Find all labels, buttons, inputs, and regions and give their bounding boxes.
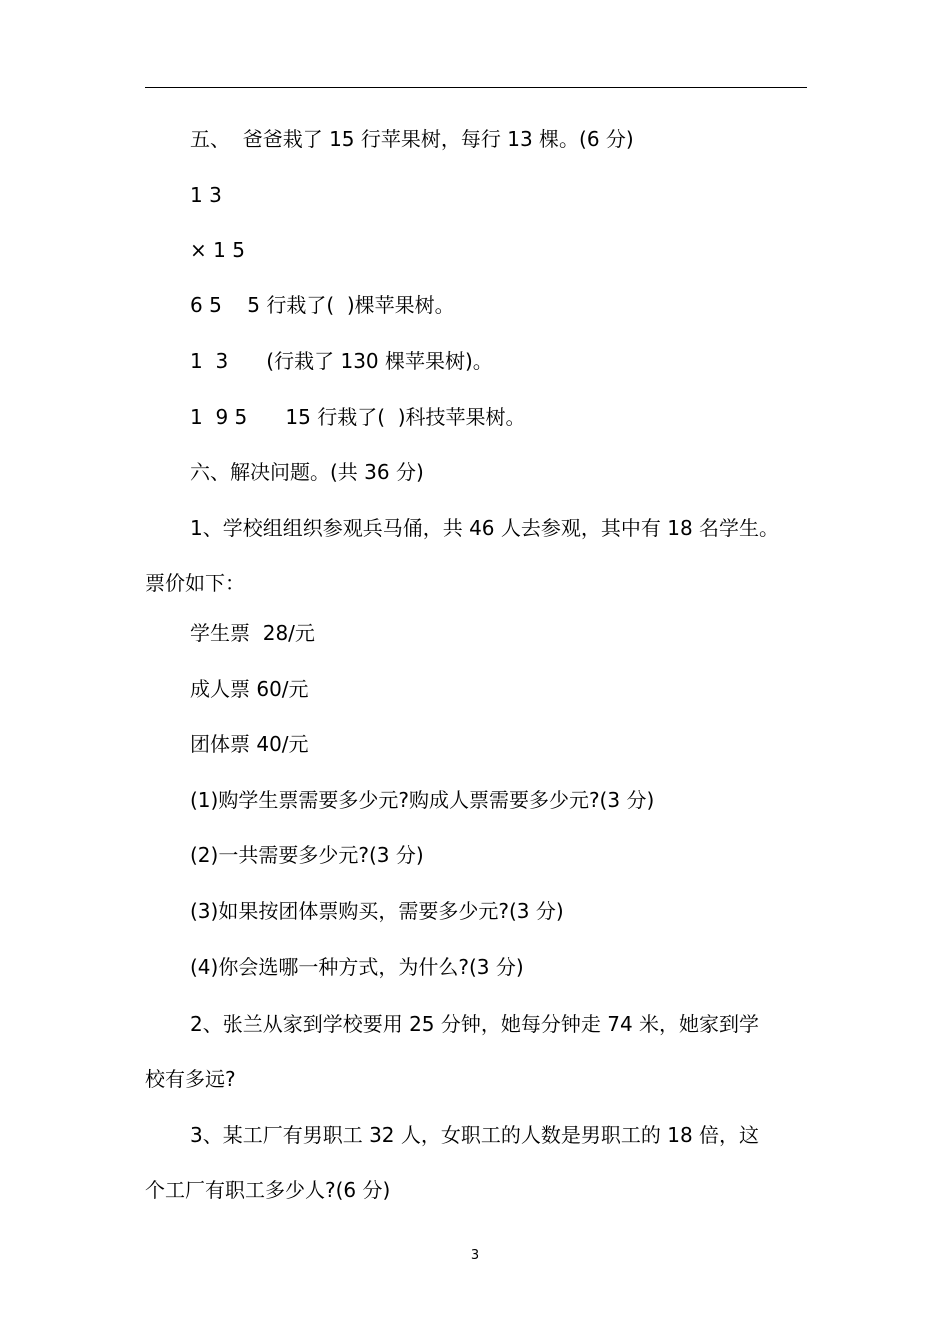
problem-2-text: 2、张兰从家到学校要用 25 分钟，她每分钟走 74 米，她家到学 [190,1012,760,1036]
problem-2-text-cont: 校有多远? [145,1067,236,1091]
page-number: 3 [470,1248,480,1263]
question-1-1: (1)购学生票需要多少元?购成人票需要多少元?(3 分) [190,788,655,812]
problem-1-text-cont: 票价如下： [145,571,245,595]
section-six-title: 六、解决问题。(共 36 分) [190,460,424,484]
problem-3-text-cont: 个工厂有职工多少人?(6 分) [145,1178,391,1202]
calc-line-1: 1 3 [190,183,222,207]
question-1-2: (2)一共需要多少元?(3 分) [190,843,424,867]
section-five-title: 五、 爸爸栽了 15 行苹果树，每行 13 棵。(6 分) [190,127,634,151]
calc-line-3: 6 5 5 行栽了( )棵苹果树。 [190,293,455,317]
question-1-4: (4)你会选哪一种方式，为什么?(3 分) [190,955,524,979]
price-adult: 成人票 60/元 [190,677,309,701]
calc-line-5: 1 9 5 15 行栽了( )科技苹果树。 [190,405,526,429]
calc-line-2: × 1 5 [190,238,245,262]
problem-3-text: 3、某工厂有男职工 32 人，女职工的人数是男职工的 18 倍，这 [190,1123,760,1147]
problem-1-text: 1、学校组组织参观兵马俑，共 46 人去参观，其中有 18 名学生。 [190,516,780,540]
calc-line-4: 1 3 (行栽了 130 棵苹果树)。 [190,349,493,373]
question-1-3: (3)如果按团体票购买，需要多少元?(3 分) [190,899,564,923]
header-rule [145,87,807,88]
price-group: 团体票 40/元 [190,732,309,756]
price-student: 学生票 28/元 [190,621,315,645]
